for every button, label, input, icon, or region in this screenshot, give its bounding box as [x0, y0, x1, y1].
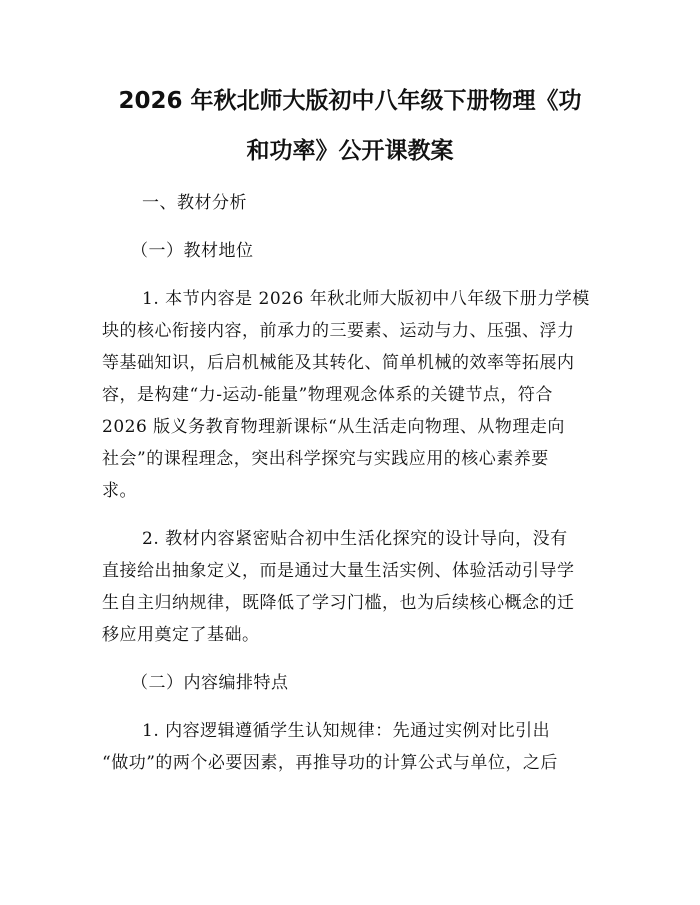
paragraph-3-line-2: “做功”的两个必要因素，再推导功的计算公式与单位，之后 — [102, 753, 558, 773]
paragraph-1-line-5: 2026 版义务教育物理新课标“从生活走向物理、从物理走向 — [102, 417, 565, 437]
paragraph-1-line-3: 等基础知识，后启机械能及其转化、简单机械的效率等拓展内 — [102, 353, 575, 373]
subsection-heading-content-arrangement: （二）内容编排特点 — [131, 673, 289, 693]
paragraph-1-line-4: 容，是构建“力-运动-能量”物理观念体系的关键节点，符合 — [102, 385, 553, 405]
section-heading-teaching-material-analysis: 一、教材分析 — [142, 193, 247, 213]
paragraph-2-line-4: 移应用奠定了基础。 — [102, 625, 260, 645]
paragraph-1-line-7: 求。 — [102, 481, 137, 501]
document-title-line-1: 2026 年秋北师大版初中八年级下册物理《功 — [118, 88, 582, 114]
paragraph-1-line-6: 社会”的课程理念，突出科学探究与实践应用的核心素养要 — [102, 449, 549, 469]
paragraph-3-line-1: 1. 内容逻辑遵循学生认知规律：先通过实例对比引出 — [142, 721, 551, 741]
paragraph-2-line-2: 直接给出抽象定义，而是通过大量生活实例、体验活动引导学 — [102, 561, 575, 581]
paragraph-1-line-1: 1. 本节内容是 2026 年秋北师大版初中八年级下册力学模 — [142, 289, 590, 309]
paragraph-2-line-3: 生自主归纳规律，既降低了学习门槛，也为后续核心概念的迁 — [102, 593, 575, 613]
paragraph-2-line-1: 2. 教材内容紧密贴合初中生活化探究的设计导向，没有 — [142, 529, 568, 549]
subsection-heading-material-position: （一）教材地位 — [131, 241, 254, 261]
paragraph-1-line-2: 块的核心衔接内容，前承力的三要素、运动与力、压强、浮力 — [102, 321, 575, 341]
document-title-line-2: 和功率》公开课教案 — [246, 138, 454, 164]
